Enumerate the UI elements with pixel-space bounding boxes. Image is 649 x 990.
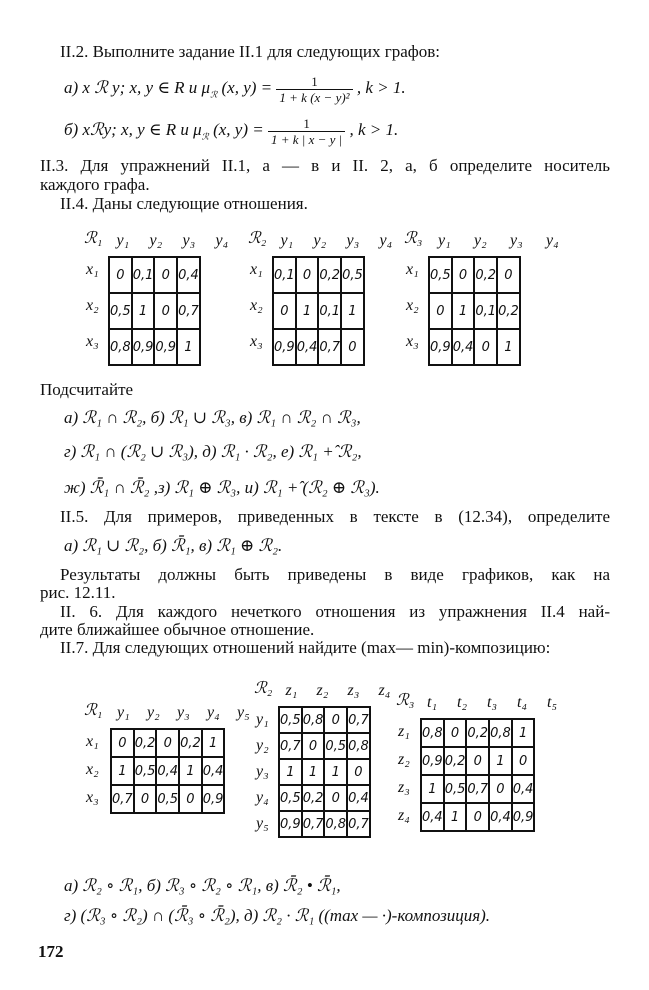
ex4-calc: Подсчитайте [40, 380, 134, 399]
matrix-cell: 1 [177, 329, 200, 365]
matrix-cell: 0,9 [273, 329, 296, 365]
matrix7-r1-grid [110, 728, 225, 814]
table-row [109, 293, 200, 329]
matrix-cell: 0,9 [429, 329, 452, 365]
matrix-r2-row-header: x₃ [250, 333, 263, 350]
ex2-a-fraction [276, 74, 352, 105]
matrix-r1-grid [108, 256, 201, 366]
matrix-cell: 0,9 [154, 329, 177, 365]
matrix7-r2-grid [278, 706, 371, 838]
matrix-cell: 0 [324, 707, 347, 733]
matrix-cell: 0 [347, 759, 370, 785]
matrix-r2-grid [272, 256, 365, 366]
matrix-cell: 0,5 [444, 775, 467, 803]
matrix-cell: 0,9 [421, 747, 444, 775]
matrix-cell: 0,4 [512, 775, 535, 803]
table-row [279, 785, 370, 811]
matrix-cell: 0,9 [512, 803, 535, 831]
matrix-cell: 0,7 [347, 811, 370, 837]
matrix7-r2-row-header: y₁ [256, 711, 269, 728]
matrix-cell: 0,2 [474, 257, 497, 293]
matrix-r1-row-header: x₂ [86, 297, 99, 314]
matrix-cell: 0,8 [347, 733, 370, 759]
matrix7-r1-name: ℛ₁ [84, 702, 103, 719]
matrix-r2-row-header: x₂ [250, 297, 263, 314]
matrix-cell: 0,5 [341, 257, 364, 293]
matrix7-r3-row-header: z₄ [398, 807, 410, 824]
table-row [421, 719, 534, 747]
matrix-cell: 0,4 [156, 757, 179, 785]
matrix-cell: 1 [111, 757, 134, 785]
table-row [279, 759, 370, 785]
table-row [109, 329, 200, 365]
matrix-cell: 0,8 [109, 329, 132, 365]
matrix7-r3-col-header: t₅ [547, 694, 558, 711]
table-row [273, 293, 364, 329]
matrix-cell: 0 [452, 257, 475, 293]
matrix-cell: 1 [497, 329, 520, 365]
matrix-cell: 0,5 [156, 785, 179, 813]
matrix-cell: 0,2 [466, 719, 489, 747]
ex3-line2: каждого графа. [40, 175, 150, 194]
matrix-r3-row-header: x₁ [406, 261, 419, 278]
table-row [429, 329, 520, 365]
table-row [279, 707, 370, 733]
table-row [279, 733, 370, 759]
ex2-item-a: а) x ℛ y; x, y ∈ R и $\mu_ℛ$ (x, y) = $\frac{1}{\text{1 + k (x − y)²}}$ , k > 1. [64, 73, 406, 105]
matrix-r3-col-header: y₁ [438, 232, 451, 249]
matrix-cell: 0,7 [318, 329, 341, 365]
matrix7-r1-col-header: y₄ [207, 704, 220, 721]
matrix-r3-col-header: y₄ [546, 232, 559, 249]
matrix7-r3-col-header: t₂ [457, 694, 468, 711]
matrix-cell: 0,4 [421, 803, 444, 831]
ex2-intro: II.2. Выполните задание II.1 для следующих графов: [60, 42, 441, 61]
matrix7-r3-row-header: z₃ [398, 779, 410, 796]
ex2-b-mid: (x, y) = [213, 120, 264, 139]
matrix-cell: 1 [324, 759, 347, 785]
matrix-cell: 0,4 [452, 329, 475, 365]
ex5-res2: рис. 12.11. [40, 583, 116, 602]
matrix-cell: 1 [296, 293, 319, 329]
matrix-cell: 0,8 [489, 719, 512, 747]
matrix-cell: 0,4 [202, 757, 225, 785]
matrix-cell: 0 [302, 733, 325, 759]
matrix-cell: 0,2 [179, 729, 202, 757]
table-row [109, 257, 200, 293]
matrix7-r1-col-header: y₅ [237, 704, 250, 721]
matrix-cell: 0 [341, 329, 364, 365]
matrix-cell: 1 [179, 757, 202, 785]
matrix-r1-col-header: y₁ [116, 232, 130, 249]
matrix-r2-row-header: x₁ [250, 261, 263, 278]
matrix-cell: 0,2 [134, 729, 157, 757]
matrix-cell: 0,8 [421, 719, 444, 747]
matrix-cell: 1 [202, 729, 225, 757]
matrix-cell: 0 [296, 257, 319, 293]
matrix-r2-col-header: y₄ [379, 232, 393, 249]
matrix-cell: 0,5 [279, 707, 302, 733]
matrix7-r1-col-header: y₃ [177, 704, 190, 721]
matrix-cell: 1 [279, 759, 302, 785]
matrix-r2-col-header: y₃ [346, 232, 360, 249]
table-row [111, 785, 224, 813]
matrix-cell: 1 [421, 775, 444, 803]
matrix-r3-col-header: y₂ [474, 232, 487, 249]
matrix7-r1-row-header: x₁ [86, 733, 99, 750]
ex4-line1: II.4. Даны следующие отношения. [60, 194, 308, 213]
matrix-r1-col-header: y₂ [149, 232, 163, 249]
table-row [421, 803, 534, 831]
matrix-cell: 0,7 [347, 707, 370, 733]
matrix-cell: 0,8 [324, 811, 347, 837]
matrix-r3-grid [428, 256, 521, 366]
matrix-cell: 0,4 [489, 803, 512, 831]
matrix-r3-name: ℛ₃ [404, 230, 423, 247]
matrix-cell: 0,4 [347, 785, 370, 811]
matrix-cell: 0,9 [202, 785, 225, 813]
matrix-cell: 1 [302, 759, 325, 785]
ex2-a-num: 1 [276, 74, 352, 90]
matrix-cell: 0,5 [324, 733, 347, 759]
ex4-items-zh: ж) ℛ̄₁ ∩ ℛ̄₂ ,з) ℛ₁ ⊕ ℛ₃, и) ℛ₁ +̂ (ℛ₂ ⊕ ℛ₃). [64, 478, 380, 497]
matrix7-r3-col-header: t₄ [517, 694, 528, 711]
matrix-cell: 0 [156, 729, 179, 757]
ex2-b-den: 1 + k | x − y | [270, 131, 343, 147]
ex6-line2: дите ближайшее обычное отношение. [40, 620, 315, 639]
matrix-r2-col-header: y₁ [280, 232, 294, 249]
matrix-cell: 1 [444, 803, 467, 831]
matrix-cell: 0 [273, 293, 296, 329]
matrix-cell: 0 [109, 257, 132, 293]
matrix7-r1-col-header: y₁ [117, 704, 130, 721]
matrix-cell: 0,2 [444, 747, 467, 775]
matrix-cell: 1 [341, 293, 364, 329]
matrix7-r1-row-header: x₂ [86, 761, 99, 778]
matrix7-r1-row-header: x₃ [86, 789, 99, 806]
matrix-r1-row-header: x₁ [86, 261, 99, 278]
ex4-items-a: а) ℛ₁ ∩ ℛ₂, б) ℛ₁ ∪ ℛ₃, в) ℛ₁ ∩ ℛ₂ ∩ ℛ₃, [64, 408, 361, 427]
matrix-cell: 0 [154, 293, 177, 329]
matrix7-r3-row-header: z₂ [398, 751, 410, 768]
matrix-cell: 0 [154, 257, 177, 293]
matrix-cell: 0,5 [134, 757, 157, 785]
table-row [421, 747, 534, 775]
table-row [421, 775, 534, 803]
matrix7-r2-col-header: z₄ [378, 682, 391, 699]
table-row [273, 329, 364, 365]
ex4-items-g: г) ℛ₁ ∩ (ℛ₂ ∪ ℛ₃), д) ℛ₁ · ℛ₂, е) ℛ₁ +̂ ℛ₂, [64, 442, 362, 461]
matrix-cell: 0 [324, 785, 347, 811]
matrix7-r3-grid [420, 718, 535, 832]
table-row [429, 257, 520, 293]
matrix-cell: 0 [466, 803, 489, 831]
table-row [279, 811, 370, 837]
ex3-line1: II.3. Для упражнений II.1, а — в и II. 2, а, б определите носитель [40, 156, 610, 175]
ex2-a-cond: , k > 1. [356, 78, 406, 97]
ex2-b-prefix: б) xℛy; x, y ∈ R и μ [64, 120, 202, 139]
matrix-cell: 0,7 [466, 775, 489, 803]
ex7-items-g: г) (ℛ₃ ∘ ℛ₂) ∩ (ℛ̄₃ ∘ ℛ̄₂), д) ℛ₂ · ℛ₁ ((max — ·)-композиция). [64, 906, 491, 925]
matrix-cell: 0 [489, 775, 512, 803]
matrix-r2-name: ℛ₂ [248, 230, 267, 247]
matrix7-r2-col-header: z₃ [347, 682, 360, 699]
matrix7-r2-row-header: y₄ [256, 789, 269, 806]
matrix7-r2-row-header: y₂ [256, 737, 269, 754]
matrix7-r3-name: ℛ₃ [396, 692, 415, 709]
matrix-cell: 0,1 [474, 293, 497, 329]
ex6-line1: II. 6. Для каждого нечеткого отношения из упражнения II.4 най- [60, 602, 610, 621]
matrix-cell: 0,1 [273, 257, 296, 293]
matrix-cell: 0,2 [497, 293, 520, 329]
matrix-cell: 0 [512, 747, 535, 775]
matrix-cell: 0 [474, 329, 497, 365]
ex7-items-a: а) ℛ₂ ∘ ℛ₁, б) ℛ₃ ∘ ℛ₂ ∘ ℛ₁, в) ℛ̄₂ • ℛ̄₁, [64, 876, 341, 895]
matrix7-r2-col-header: z₂ [316, 682, 329, 699]
matrix7-r2-col-header: z₁ [285, 682, 298, 699]
matrix-cell: 0,7 [111, 785, 134, 813]
matrix-cell: 1 [512, 719, 535, 747]
matrix-r3-row-header: x₃ [406, 333, 419, 350]
matrix-cell: 0,8 [302, 707, 325, 733]
ex2-a-den: 1 + k (x − y)² [279, 89, 350, 105]
matrix-cell: 1 [489, 747, 512, 775]
matrix-cell: 0,4 [296, 329, 319, 365]
matrix-cell: 0,2 [302, 785, 325, 811]
ex5-items: а) ℛ₁ ∪ ℛ₂, б) ℛ̄₁, в) ℛ₁ ⊕ ℛ₂. [64, 536, 283, 555]
matrix-r3-col-header: y₃ [510, 232, 523, 249]
matrix-cell: 1 [452, 293, 475, 329]
ex2-b-fraction [268, 116, 345, 147]
matrix-cell: 0,2 [318, 257, 341, 293]
matrix-cell: 0 [111, 729, 134, 757]
matrix7-r3-col-header: t₃ [487, 694, 498, 711]
matrix7-r2-row-header: y₅ [256, 815, 269, 832]
matrix-cell: 0,7 [302, 811, 325, 837]
matrix-cell: 1 [132, 293, 155, 329]
ex2-a-mid: (x, y) = [221, 78, 273, 97]
matrix-r3-row-header: x₂ [406, 297, 419, 314]
ex2-item-b: б) xℛy; x, y ∈ R и $\mu_ℛ$ (x, y) = $\frac{1}{1 + k | x - y |}$ , k > 1. [64, 115, 399, 147]
table-row [429, 293, 520, 329]
matrix7-r1-col-header: y₂ [147, 704, 160, 721]
table-row [273, 257, 364, 293]
matrix-cell: 0,9 [279, 811, 302, 837]
matrix-r1-col-header: y₄ [215, 232, 229, 249]
matrix-cell: 0 [444, 719, 467, 747]
matrix7-r3-row-header: z₁ [398, 723, 410, 740]
matrix-r1-col-header: y₃ [182, 232, 196, 249]
page-number: 172 [38, 942, 64, 961]
matrix-cell: 0,9 [132, 329, 155, 365]
matrix-cell: 0,7 [279, 733, 302, 759]
matrix7-r2-name: ℛ₂ [254, 680, 273, 697]
matrix-cell: 0,5 [109, 293, 132, 329]
table-row [111, 729, 224, 757]
ex2-b-num: 1 [268, 116, 345, 132]
matrix-cell: 0 [497, 257, 520, 293]
matrix-cell: 0,7 [177, 293, 200, 329]
matrix-cell: 0,5 [279, 785, 302, 811]
table-row [111, 757, 224, 785]
matrix-cell: 0 [466, 747, 489, 775]
ex5-res1: Результаты должны быть приведены в виде графиков, как на [60, 565, 610, 584]
matrix-cell: 0 [429, 293, 452, 329]
matrix-cell: 0 [134, 785, 157, 813]
matrix-r1-row-header: x₃ [86, 333, 99, 350]
matrix7-r2-row-header: y₃ [256, 763, 269, 780]
matrix-r2-col-header: y₂ [313, 232, 327, 249]
matrix7-r3-col-header: t₁ [427, 694, 438, 711]
matrix-cell: 0 [179, 785, 202, 813]
matrix-cell: 0,4 [177, 257, 200, 293]
matrix-cell: 0,1 [318, 293, 341, 329]
ex5-line1: II.5. Для примеров, приведенных в тексте в (12.34), определите [60, 507, 610, 526]
matrix-r1-name: ℛ₁ [84, 230, 103, 247]
ex2-a-prefix: а) x ℛ y; x, y ∈ R и μ [64, 78, 211, 97]
ex7-line1: II.7. Для следующих отношений найдите (max— min)-композицию: [60, 638, 551, 657]
matrix-cell: 0,5 [429, 257, 452, 293]
matrix-cell: 0,1 [132, 257, 155, 293]
ex2-b-cond: , k > 1. [349, 120, 399, 139]
